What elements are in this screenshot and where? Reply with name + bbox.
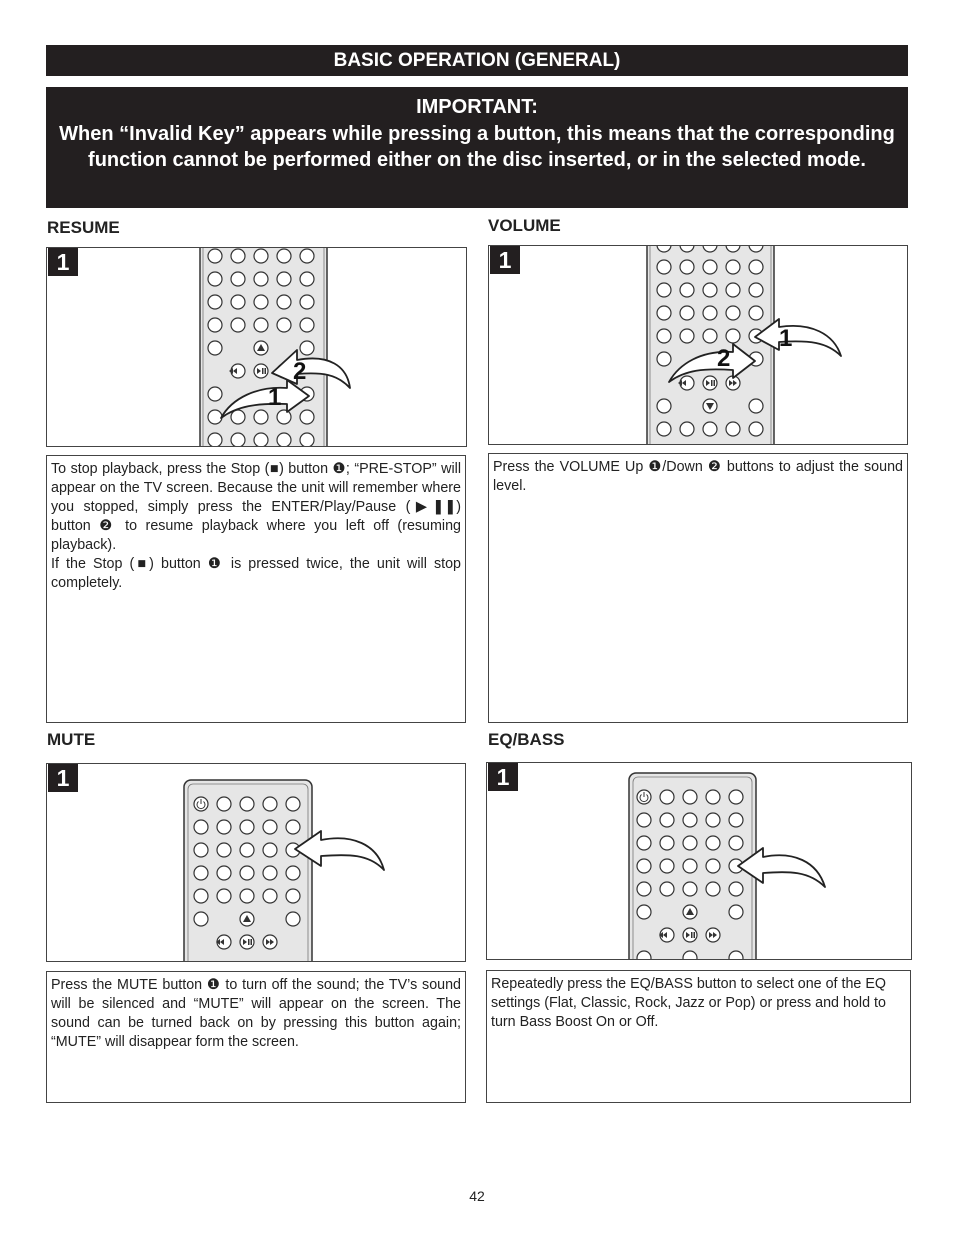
resume-title: RESUME bbox=[47, 218, 120, 237]
eqbass-description bbox=[486, 970, 911, 1103]
page-number: 42 bbox=[469, 1188, 485, 1204]
callout-1: 1 bbox=[268, 384, 282, 411]
remote-control-illustration bbox=[47, 248, 466, 446]
figure-number: 1 bbox=[488, 763, 518, 791]
important-notice-box bbox=[46, 87, 908, 208]
resume-description bbox=[46, 455, 466, 723]
mute-title: MUTE bbox=[47, 730, 96, 749]
paragraph: Repeatedly press the EQ/BASS button to select one of the EQ settings (Flat, Classic, Rock, Jazz or Pop) or press and hold to turn Bass Boost On or Off. bbox=[491, 976, 886, 1030]
mute-description bbox=[46, 971, 466, 1103]
important-label: IMPORTANT: bbox=[416, 96, 538, 118]
callout-1: 1 bbox=[779, 325, 793, 352]
section-header-bar bbox=[46, 45, 908, 76]
important-text: When “Invalid Key” appears while pressing a button, this means that the corresponding function cannot be performed either on the disc inserted, or in the selected mode. bbox=[59, 122, 895, 171]
paragraph: Press the MUTE button ❶ to turn off the sound; the TV’s sound will be silenced and “MUTE” will appear on the screen. The sound can be turned back on by pressing this button again; “MUTE” will disappear form the screen. bbox=[51, 977, 461, 1050]
section-header-title: BASIC OPERATION (GENERAL) bbox=[333, 50, 621, 71]
remote-control-illustration bbox=[489, 246, 907, 444]
mute-figure bbox=[46, 763, 466, 962]
volume-figure bbox=[488, 245, 908, 445]
volume-title: VOLUME bbox=[488, 216, 561, 235]
remote-control-illustration bbox=[487, 763, 911, 959]
figure-number: 1 bbox=[490, 246, 520, 274]
resume-figure bbox=[46, 247, 467, 447]
paragraph: If the Stop (■) button ❶ is pressed twice, the unit will stop completely. bbox=[51, 556, 461, 591]
paragraph: To stop playback, press the Stop (■) button ❶; “PRE-STOP” will appear on the TV screen. Because the unit will remember where you stopped, simply press the ENTER/Play/Pause (▶❚❚) button ❷ to resume playback where you left off (resuming playback). bbox=[51, 461, 461, 553]
figure-number: 1 bbox=[48, 764, 78, 792]
remote-control-illustration bbox=[47, 764, 465, 961]
callout-2: 2 bbox=[293, 358, 307, 385]
paragraph: Press the VOLUME Up ❶/Down ❷ buttons to adjust the sound level. bbox=[493, 459, 903, 494]
eqbass-figure bbox=[486, 762, 912, 960]
eqbass-title: EQ/BASS bbox=[488, 730, 565, 749]
figure-number: 1 bbox=[48, 248, 78, 276]
callout-2: 2 bbox=[717, 345, 731, 372]
volume-description bbox=[488, 453, 908, 723]
